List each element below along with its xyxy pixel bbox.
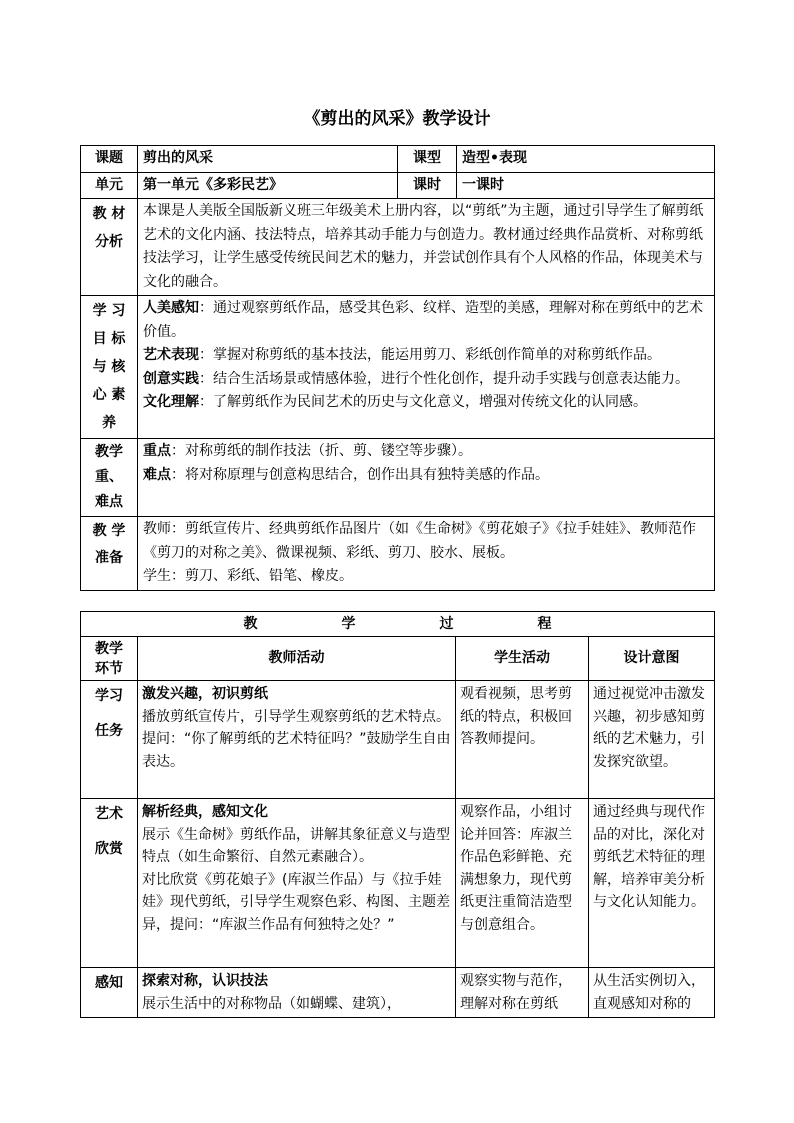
prep-content <box>138 517 715 591</box>
goal-item <box>143 368 709 392</box>
unit-label: 单元 <box>81 172 138 199</box>
activity-heading: 激发兴趣，初识剪纸 <box>142 686 268 702</box>
stage-name-line: 艺术 <box>95 806 123 822</box>
teacher-activity <box>138 968 456 1018</box>
process-row <box>81 681 715 799</box>
goal-item <box>143 391 709 415</box>
keypoints-label <box>81 439 138 517</box>
goals-label <box>81 296 138 439</box>
goal-key: 文化理解 <box>143 394 199 410</box>
prep-student: 学生：剪刀、彩纸、铅笔、橡皮。 <box>143 568 353 584</box>
student-activity: 观察作品，小组讨论并回答：库淑兰作品色彩鲜艳、充满想象力，现代剪纸更注重简洁造型与创意组合。 <box>456 799 589 968</box>
stage-header <box>81 637 138 681</box>
goals-label-line: 目 标 <box>92 331 126 347</box>
process-banner <box>81 612 715 637</box>
stage-cell <box>81 681 138 799</box>
keypoint-item <box>143 440 709 464</box>
process-banner-char: 教 <box>243 616 258 632</box>
goals-label-line: 养 <box>102 415 116 431</box>
topic-label: 课题 <box>81 146 138 173</box>
design-intent: 通过视觉冲击激发兴趣，初步感知剪纸的艺术魅力，引发探究欲望。 <box>589 681 715 799</box>
unit-value: 第一单元《多彩民艺》 <box>138 172 398 199</box>
stage-name-line: 学习 <box>95 688 123 704</box>
stage-name-line: 感知 <box>95 975 123 991</box>
type-label: 课型 <box>398 146 457 173</box>
design-intent: 通过经典与现代作品的对比，深化对剪纸艺术特征的理解，培养审美分析与文化认知能力。 <box>589 799 715 968</box>
prep-row <box>81 517 715 591</box>
goal-text: ：掌握对称剪纸的基本技法，能运用剪刀、彩纸创作简单的对称剪纸作品。 <box>199 347 661 363</box>
analysis-row <box>81 199 715 296</box>
process-header-row <box>81 637 715 681</box>
goal-item <box>143 297 709 344</box>
goal-text: ：通过观察剪纸作品，感受其色彩、纹样、造型的美感，理解对称在剪纸中的艺术价值。 <box>143 300 703 340</box>
process-banner-char: 过 <box>439 616 454 632</box>
process-banner-char: 程 <box>537 616 552 632</box>
goals-content <box>138 296 715 439</box>
goal-item <box>143 344 709 368</box>
goals-label-line: 学 习 <box>92 303 126 319</box>
keypoints-label-line: 难点 <box>95 494 123 510</box>
activity-line: 对比欣赏《剪花娘子》(库淑兰作品）与《拉手娃娃》现代剪纸，引导学生观察色彩、构图、主题差异，提问：“库淑兰作品有何独特之处？” <box>142 871 450 933</box>
prep-label-line: 准备 <box>95 550 123 566</box>
teacher-activity <box>138 681 456 799</box>
activity-heading: 探索对称，认识技法 <box>142 973 268 989</box>
topic-row <box>81 146 715 173</box>
goal-key: 人美感知 <box>143 300 199 316</box>
lesson-info-table <box>80 145 715 591</box>
stage-header-line: 教学 <box>95 640 123 657</box>
keypoint-text: ：对称剪纸的制作技法（折、剪、镂空等步骤）。 <box>171 443 472 459</box>
goal-text: ：结合生活场景或情感体验，进行个性化创作，提升动手实践与创意表达能力。 <box>199 370 689 387</box>
analysis-text: 本课是人美版全国版新义班三年级美术上册内容，以“剪纸”为主题，通过引导学生了解剪纸艺术的文化内涵、技法特点，培养其动手能力与创造力。教材通过经典作品赏析、对称剪纸技法学习，让学生感受传统民间艺术的魅力，并尝试创作具有个人风格的作品，体现美术与文化的融合。 <box>138 199 715 296</box>
keypoint-text: ：将对称原理与创意构思结合，创作出具有独特美感的作品。 <box>171 466 549 483</box>
goal-key: 艺术表现 <box>143 347 199 363</box>
analysis-label <box>81 199 138 296</box>
goals-label-line: 与 核 <box>92 359 126 375</box>
stage-name-line: 任务 <box>95 723 123 739</box>
process-banner-row <box>81 612 715 637</box>
activity-line: 提问：“你了解剪纸的艺术特征吗？”鼓励学生自由表达。 <box>142 731 451 770</box>
activity-line: 展示《生命树》剪纸作品，讲解其象征意义与造型特点（如生命繁衍、自然元素融合）。 <box>142 826 450 865</box>
student-activity: 观看视频，思考剪纸的特点，积极回答教师提问。 <box>456 681 589 799</box>
process-row <box>81 968 715 1018</box>
teacher-activity <box>138 799 456 968</box>
activity-line: 播放剪纸宣传片，引导学生观察剪纸的艺术特点。 <box>142 708 450 725</box>
goal-key: 创意实践 <box>143 370 199 387</box>
analysis-label-line: 分析 <box>95 234 123 250</box>
process-row <box>81 799 715 968</box>
process-banner-char: 学 <box>341 616 356 632</box>
design-intent-header: 设计意图 <box>589 637 715 681</box>
prep-label-line: 教 学 <box>92 523 126 539</box>
document-title: 《剪出的风采》教学设计 <box>303 109 491 129</box>
stage-header-line: 环节 <box>95 660 123 677</box>
process-table <box>80 611 715 1018</box>
goals-label-line: 心 素 <box>92 387 126 403</box>
prep-teacher: 教师：剪纸宣传片、经典剪纸作品图片（如《生命树》《剪花娘子》《拉手娃娃》、教师范作《剪刀的对称之美》、微课视频、彩纸、剪刀、胶水、展板。 <box>143 521 696 561</box>
stage-cell <box>81 968 138 1018</box>
goal-text: ：了解剪纸作为民间艺术的历史与文化意义，增强对传统文化的认同感。 <box>199 394 647 410</box>
keypoints-label-line: 重、 <box>95 469 123 485</box>
unit-row <box>81 172 715 199</box>
keypoint-item <box>143 464 709 488</box>
activity-heading: 解析经典，感知文化 <box>142 804 268 820</box>
teacher-activity-header: 教师活动 <box>138 637 456 681</box>
period-label: 课时 <box>398 172 457 199</box>
type-value: 造型•表现 <box>457 146 715 173</box>
design-intent: 从生活实例切入，直观感知对称的 <box>589 968 715 1018</box>
keypoints-row <box>81 439 715 517</box>
prep-label <box>81 517 138 591</box>
goals-row <box>81 296 715 439</box>
keypoint-key: 重点 <box>143 443 171 459</box>
topic-value: 剪出的风采 <box>138 146 398 173</box>
keypoints-label-line: 教学 <box>95 444 123 460</box>
stage-cell <box>81 799 138 968</box>
keypoints-content <box>138 439 715 517</box>
student-activity-header: 学生活动 <box>456 637 589 681</box>
period-value: 一课时 <box>457 172 715 199</box>
activity-line: 展示生活中的对称物品（如蝴蝶、建筑）， <box>142 995 401 1012</box>
analysis-label-line: 教 材 <box>92 206 126 222</box>
stage-name-line: 欣赏 <box>95 841 123 857</box>
student-activity: 观察实物与范作，理解对称在剪纸 <box>456 968 589 1018</box>
keypoint-key: 难点 <box>143 466 171 483</box>
